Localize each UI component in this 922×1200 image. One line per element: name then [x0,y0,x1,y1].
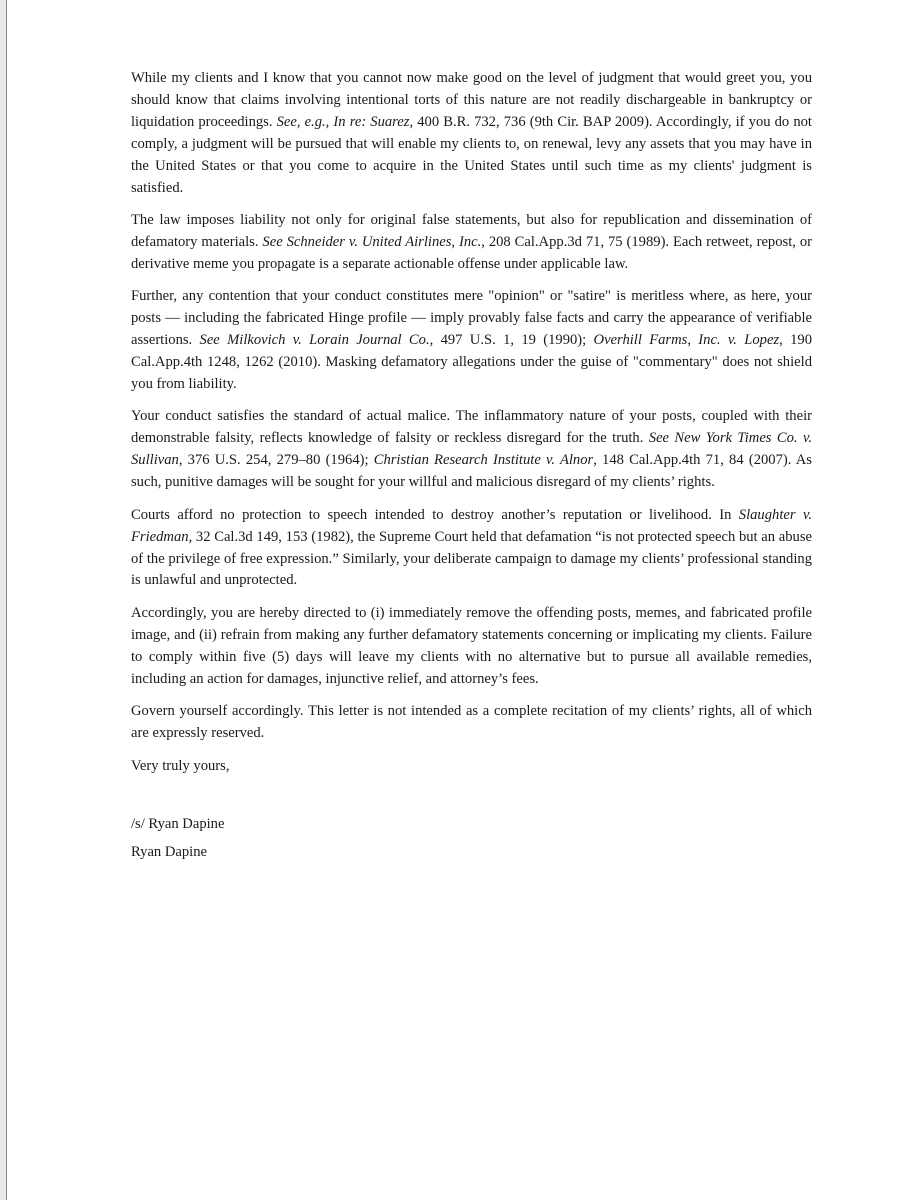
case-citation: Overhill Farms, Inc. v. Lopez [593,332,780,349]
letter-paragraph [131,701,812,745]
electronic-signature: /s/ Ryan Dapine [131,816,225,833]
paragraph-text: , 497 U.S. 1, 19 (1990); [429,332,594,349]
case-citation: See Milkovich v. Lorain Journal Co. [199,332,430,349]
letter-body [131,68,812,870]
paragraph-text: Govern yourself accordingly. This letter is not intended as a complete recitation of my clients’ rights, all of which are expressly reserved. [131,703,812,742]
paragraph-text: While my clients and I know that you cannot now make good on the level of judgment that would greet you, you should know that claims involving intentional torts of this nature are not readily dischargeable in bankruptcy or liquidation proceedings. [131,70,812,130]
paragraph-text: , 376 U.S. 254, 279–80 (1964); [178,452,374,469]
letter-paragraph [131,406,812,494]
letter-paragraph [131,505,812,593]
paragraph-text: Accordingly, you are hereby directed to (i) immediately remove the offending posts, memes, and fabricated profile image, and (ii) refrain from making any further defamatory statements concerning or implicating my clients. Failure to comply within five (5) days will leave my clients with no alternative but to pursue all available remedies, including an action for damages, injunctive relief, and attorney’s fees. [131,604,812,687]
paragraph-text: , 208 Cal.App.3d 71, 75 (1989). Each retweet, repost, or derivative meme you propagate is a separate actionable offense under applicable law. [131,233,812,272]
signature-block [131,814,812,864]
paragraph-text: The law imposes liability not only for original false statements, but also for republication and dissemination of defamatory materials. [131,212,812,250]
paragraph-text: , 400 B.R. 732, 736 (9th Cir. BAP 2009). Accordingly, if you do not comply, a judgment will be pursued that will enable my clients to, on renewal, levy any assets that you may have in the United States or that you come to acquire in the United States until such time as my clients' judgment is satisfied. [131,113,812,196]
case-citation: Slaughter v. Friedman [131,506,812,545]
case-citation: Christian Research Institute v. Alnor [373,452,594,469]
case-citation: See, e.g., In re: Suarez [276,113,410,130]
letter-paragraphs [131,68,812,745]
closing-salutation: Very truly yours, [131,757,230,774]
letter-page [6,0,922,1200]
paragraph-text: , 32 Cal.3d 149, 153 (1982), the Supreme Court held that defamation “is not protected speech but an abuse of the privilege of free expression.” Similarly, your deliberate campaign to damage my clients’ professional standing is unlawful and unprotected. [131,528,812,589]
paragraph-text: Courts afford no protection to speech intended to destroy another’s reputation or livelihood. In [131,506,739,523]
letter-paragraph [131,603,812,691]
printed-name: Ryan Dapine [131,844,208,861]
letter-paragraph [131,286,812,396]
case-citation: See Schneider v. United Airlines, Inc. [262,233,482,250]
paragraph-text: Your conduct satisfies the standard of actual malice. The inflammatory nature of your posts, coupled with their demonstrable falsity, reflects knowledge of falsity or reckless disregard for the truth. [131,408,812,447]
case-citation: See New York Times Co. v. Sullivan [131,430,813,469]
letter-paragraph [131,68,812,199]
letter-paragraph [131,210,812,276]
paragraph-text: , 190 Cal.App.4th 1248, 1262 (2010). Masking defamatory allegations under the guise of "commentary" does not shield you from liability. [131,332,813,392]
paragraph-text: Further, any contention that your conduct constitutes mere "opinion" or "satire" is meritless where, as here, your posts — including the fabricated Hinge profile — imply provably false facts and carry the appearance of verifiable assertions. [131,288,812,349]
paragraph-text: , 148 Cal.App.4th 71, 84 (2007). As such, punitive damages will be sought for your willful and malicious disregard of my clients’ rights. [131,452,812,491]
